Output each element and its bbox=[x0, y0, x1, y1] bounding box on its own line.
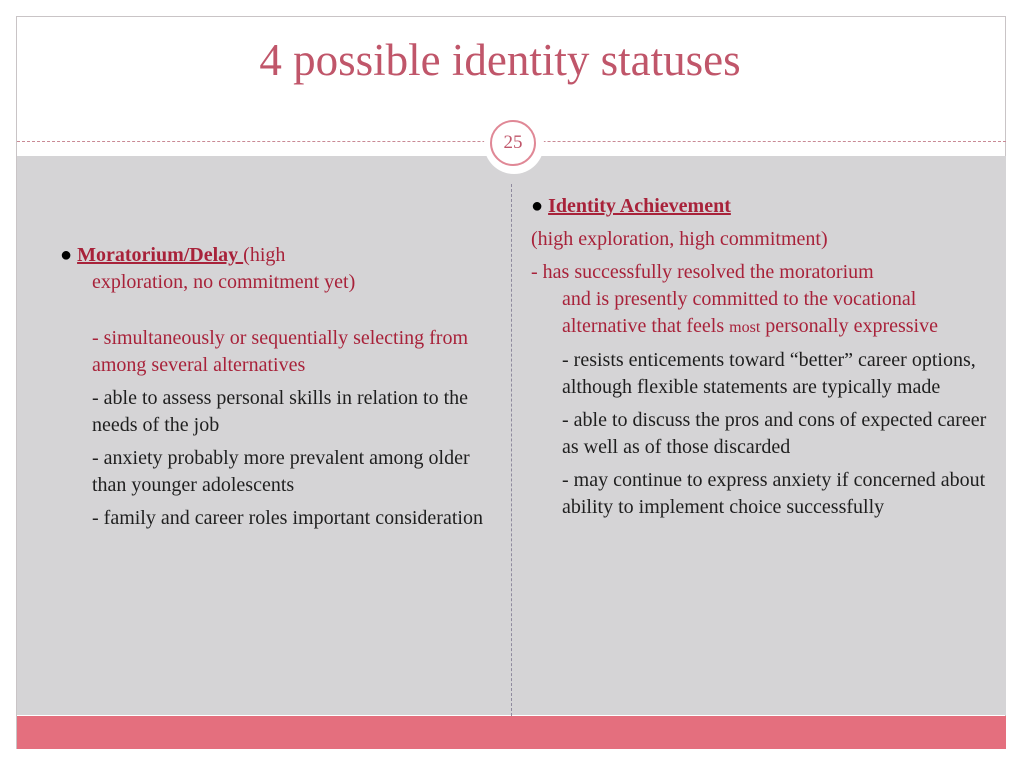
achievement-item-2: - resists enticements toward “better” career options, although flexible statements are typically made bbox=[562, 349, 976, 398]
moratorium-item-3: - anxiety probably more prevalent among older than younger adolescents bbox=[92, 447, 470, 496]
column-divider bbox=[511, 184, 512, 716]
achievement-item-1-rest-block bbox=[531, 286, 991, 341]
achievement-item-1-rest: and is presently committed to the vocational alternative that feels bbox=[562, 288, 917, 337]
moratorium-item-1: - simultaneously or sequentially selecting from among several alternatives bbox=[92, 327, 469, 376]
achievement-item-1 bbox=[531, 259, 991, 341]
left-column bbox=[60, 242, 490, 532]
moratorium-item-2: - able to assess personal skills in relation to the needs of the job bbox=[92, 387, 469, 436]
moratorium-subtitle: exploration, no commitment yet) bbox=[92, 271, 356, 293]
right-column bbox=[531, 193, 991, 521]
bullet-icon: ● bbox=[531, 195, 544, 217]
bullet-icon: ● bbox=[60, 244, 73, 266]
achievement-item-1-small: most bbox=[729, 319, 761, 336]
moratorium-item-4: - family and career roles important consideration bbox=[92, 507, 483, 529]
page-number: 25 bbox=[490, 120, 536, 166]
moratorium-heading-rest: (high bbox=[243, 244, 286, 266]
slide-title: 4 possible identity statuses bbox=[259, 35, 741, 85]
achievement-item-3: - able to discuss the pros and cons of expected career as well as of those discarded bbox=[562, 409, 987, 458]
left-heading-line bbox=[60, 242, 490, 269]
achievement-item-4: - may continue to express anxiety if concerned about ability to implement choice successfully bbox=[562, 469, 986, 518]
moratorium-heading: Moratorium/Delay bbox=[77, 244, 244, 266]
right-heading-line bbox=[531, 193, 991, 220]
achievement-item-1-end: personally expressive bbox=[765, 315, 938, 337]
achievement-heading: Identity Achievement bbox=[548, 195, 731, 217]
footer-bar bbox=[17, 716, 1006, 749]
achievement-subtitle: (high exploration, high commitment) bbox=[531, 228, 828, 250]
achievement-item-1-first: - has successfully resolved the moratorium bbox=[531, 261, 874, 283]
